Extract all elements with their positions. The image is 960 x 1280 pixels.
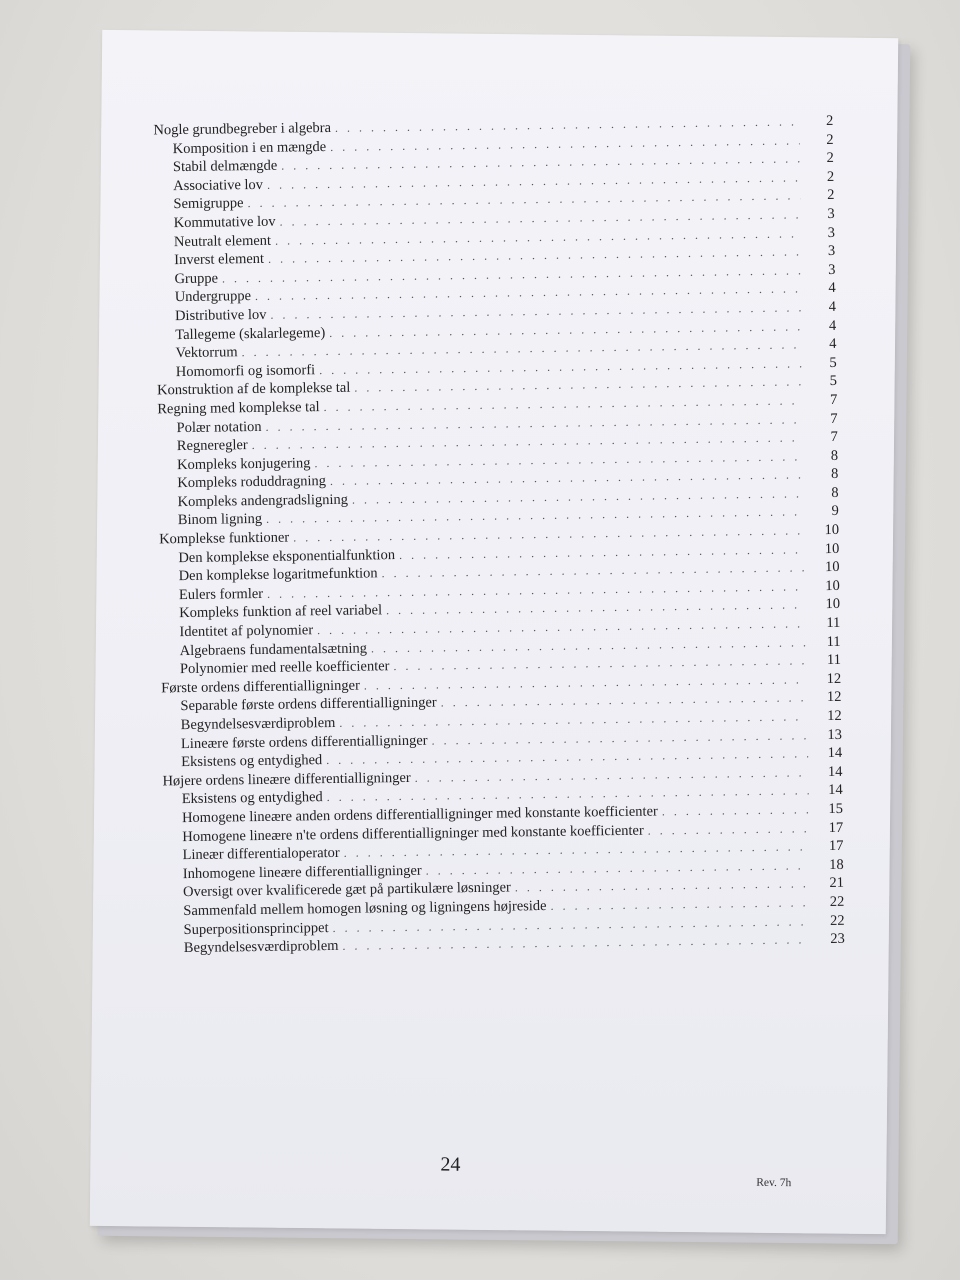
toc-entry-page: 12	[827, 707, 842, 725]
toc-entry-title: Eulers formler	[178, 585, 264, 603]
toc-entry-title: Algebraens fundamentalsætning	[179, 640, 368, 659]
toc-entry-title: Nogle grundbegreber i algebra	[153, 119, 332, 139]
toc-entry-title: Tallegeme (skalarlegeme)	[175, 324, 326, 343]
toc-entry-title: Semigruppe	[173, 195, 244, 213]
toc-entry-page: 2	[827, 187, 835, 204]
toc-entry-title: Eksistens og entydighed	[181, 752, 323, 771]
toc-entry-title: Første ordens differentialligninger	[161, 677, 360, 697]
toc-entry-title: Den komplekse logaritmefunktion	[178, 565, 378, 585]
toc-entry-title: Lineær differentialoperator	[182, 845, 340, 864]
toc-dot-leader	[515, 877, 810, 896]
toc-entry-page: 14	[827, 745, 843, 762]
toc-entry-title: Højere ordens lineære differentialligninger	[162, 769, 411, 790]
toc-entry-title: Komposition i en mængde	[172, 138, 327, 157]
toc-entry-title: Eksistens og entydighed	[181, 789, 323, 808]
toc-entry-title: Homogene lineære anden ordens differentialligninger med konstante koefficienter	[181, 803, 658, 827]
toc-entry-page: 15	[828, 800, 844, 818]
toc-dot-leader	[550, 895, 810, 914]
toc-entry-title: Neutralt element	[173, 232, 272, 250]
toc-entry-page: 7	[829, 391, 838, 408]
toc-entry-page: 9	[831, 503, 839, 520]
toc-entry-title: Kompleks andengradsligning	[177, 491, 349, 510]
toc-entry-page: 10	[824, 540, 840, 557]
toc-entry-page: 13	[827, 726, 843, 743]
toc-dot-leader	[441, 691, 808, 711]
toc-entry-title: Komplekse funktioner	[159, 529, 290, 548]
toc-entry-page: 10	[825, 577, 840, 594]
toc-entry-page: 22	[829, 912, 845, 929]
toc-entry-title: Stabil delmængde	[172, 157, 278, 176]
toc-entry-page: 4	[829, 336, 837, 353]
toc-entry-title: Kompleks funktion af reel variabel	[179, 602, 383, 622]
toc-entry-title: Vektorrum	[175, 344, 238, 362]
toc-entry-title: Sammenfald mellem homogen løsning og ligningens højreside	[183, 897, 547, 919]
toc-entry-page: 14	[827, 763, 843, 780]
toc-entry-title: Inhomogene lineære differentialligninger	[182, 862, 422, 882]
toc-entry-title: Polær notation	[176, 418, 262, 436]
toc-entry-title: Associative lov	[173, 176, 264, 194]
toc-dot-leader	[662, 802, 809, 819]
toc-entry-title: Kompleks roduddragning	[177, 473, 327, 492]
toc-entry-page: 17	[828, 819, 844, 836]
toc-entry-title: Begyndelsesværdiproblem	[180, 714, 336, 734]
toc-entry-title: Kommutative lov	[173, 213, 276, 232]
toc-entry-title: Separable første ordens differentialligninger	[180, 694, 437, 715]
toc-entry-page: 10	[824, 521, 840, 539]
toc-entry-page: 8	[830, 466, 839, 483]
toc-entry-page: 2	[826, 131, 834, 148]
toc-entry-page: 4	[828, 317, 837, 334]
toc-entry-title: Superpositionsprincippet	[183, 919, 329, 938]
toc-entry-page: 3	[827, 243, 836, 260]
toc-entry-page: 3	[828, 261, 836, 278]
toc-entry-page: 8	[830, 447, 839, 464]
revision-label: Rev. 7h	[756, 1176, 792, 1190]
toc-entry-title: Homogene lineære n'te ordens differentialligninger med konstante koefficienter	[182, 822, 644, 845]
toc-entry-title: Binom ligning	[177, 511, 263, 529]
toc-entry-page: 2	[826, 112, 834, 130]
toc-entry-title: Gruppe	[174, 270, 219, 287]
page-number: 24	[440, 1153, 461, 1176]
toc-entry-page: 4	[828, 298, 837, 315]
toc-entry-title: Regning med komplekse tal	[157, 399, 320, 418]
toc-entry-page: 2	[826, 168, 835, 185]
toc-entry-page: 3	[827, 224, 836, 241]
toc-entry-page: 11	[826, 633, 841, 650]
toc-dot-leader	[648, 821, 810, 838]
toc-entry-page: 22	[829, 893, 845, 910]
toc-entry-title: Regneregler	[176, 437, 248, 455]
toc-entry-title: Oversigt over kvalificerede gæt på partikulære løsninger	[182, 879, 511, 901]
toc-entry-page: 5	[829, 373, 838, 390]
toc-entry-page: 17	[828, 837, 844, 855]
toc-entry-title: Lineære første ordens differentialligninger	[180, 732, 428, 752]
toc-entry-page: 3	[827, 205, 835, 222]
toc-entry-page: 2	[826, 150, 834, 167]
toc-entry-title: Inverst element	[174, 251, 265, 269]
toc-entry-page: 7	[830, 428, 838, 446]
toc-entry-title: Kompleks konjugering	[176, 454, 311, 473]
toc-entry-title: Begyndelsesværdiproblem	[183, 938, 339, 957]
toc-entry-page: 18	[829, 856, 844, 873]
toc-entry-page: 11	[826, 614, 841, 632]
toc-entry-title: Polynomier med reelle koefficienter	[179, 658, 390, 678]
toc-entry-title: Konstruktion af de komplekse tal	[156, 379, 351, 399]
toc-entry-title: Homomorfi og isomorfi	[175, 361, 316, 380]
toc-entry-page: 5	[829, 354, 837, 371]
toc-entry-page: 23	[830, 930, 845, 948]
toc-entry-page: 4	[828, 280, 836, 297]
toc-entry-page: 8	[831, 484, 839, 501]
toc-entry-page: 11	[826, 652, 842, 669]
toc-entry-title: Distributive lov	[174, 306, 267, 325]
toc-entry-title: Undergruppe	[174, 288, 252, 306]
toc-entry-page: 10	[824, 559, 840, 576]
document-page	[90, 30, 898, 1234]
toc-entry-page: 21	[829, 875, 845, 892]
toc-dot-leader	[426, 858, 810, 878]
toc-entry-page: 7	[830, 410, 838, 427]
toc-entry-page: 14	[828, 782, 843, 799]
toc-entry-title: Identitet af polynomier	[179, 622, 314, 641]
table-of-contents	[153, 113, 845, 959]
toc-entry-page: 12	[826, 689, 842, 706]
toc-entry-title: Den komplekse eksponentialfunktion	[178, 546, 396, 566]
toc-entry-page: 10	[825, 596, 841, 613]
toc-entry-page: 12	[826, 670, 842, 687]
toc-dot-leader	[431, 728, 808, 748]
